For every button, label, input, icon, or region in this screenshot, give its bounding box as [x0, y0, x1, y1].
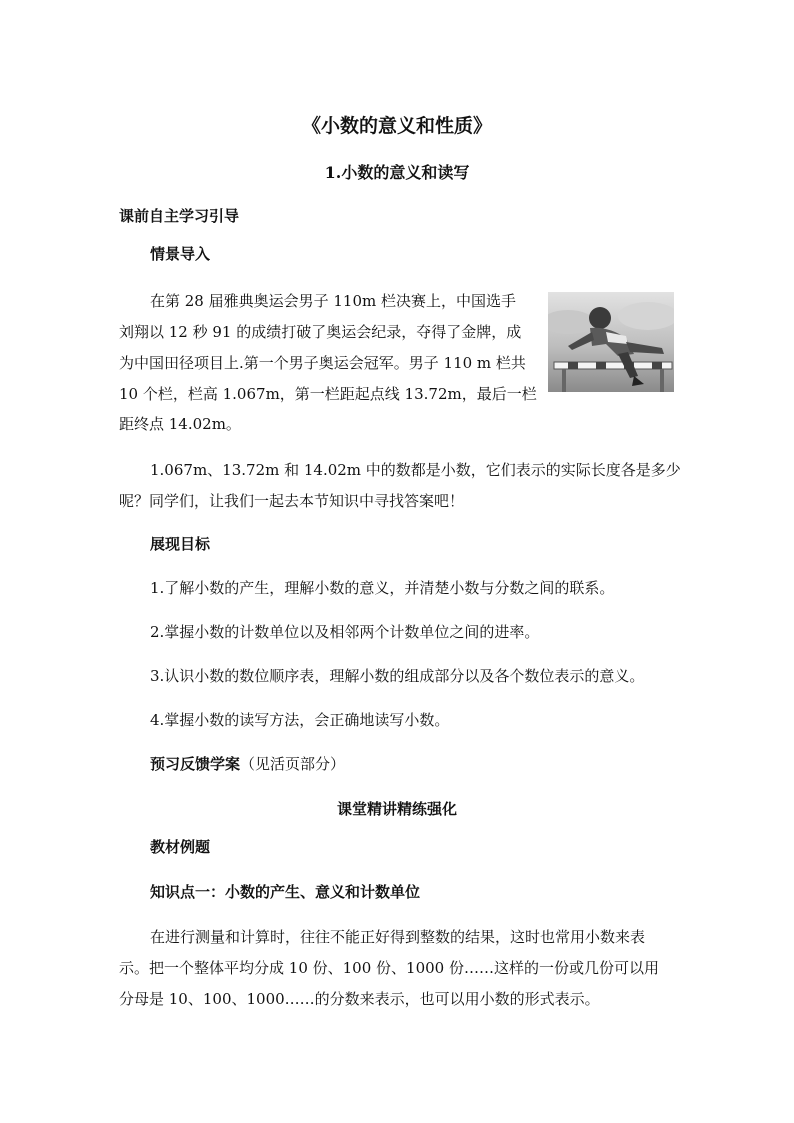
- heading-preclass-guide: 课前自主学习引导: [119, 207, 240, 225]
- intro-paragraph-line: 为中国田径项目上.第一个男子奥运会冠军。男子 110 m 栏共: [119, 354, 526, 372]
- goal-item: 3.认识小数的数位顺序表，理解小数的组成部分以及各个数位表示的意义。: [150, 667, 645, 685]
- hurdler-photo-icon: [548, 292, 674, 392]
- goal-item: 2.掌握小数的计数单位以及相邻两个计数单位之间的进率。: [150, 623, 540, 641]
- intro-paragraph-line: 10 个栏，栏高 1.067m，第一栏距起点线 13.72m，最后一栏: [119, 385, 537, 403]
- heading-scene-intro: 情景导入: [150, 245, 211, 263]
- goal-item: 1.了解小数的产生，理解小数的意义，并清楚小数与分数之间的联系。: [150, 579, 615, 597]
- goal-item: 4.掌握小数的读写方法，会正确地读写小数。: [150, 711, 450, 729]
- question-paragraph-line: 呢？同学们，让我们一起去本节知识中寻找答案吧！: [119, 492, 465, 510]
- preview-line: [150, 754, 345, 774]
- preview-heading: 预习反馈学案: [150, 755, 241, 773]
- question-paragraph-line: 1.067m、13.72m 和 14.02m 中的数都是小数，它们表示的实际长度各是多少: [150, 461, 681, 479]
- preview-note: （见活页部分）: [240, 755, 346, 773]
- section-subtitle: 1.小数的意义和读写: [324, 163, 470, 182]
- kp1-paragraph-line: 在进行测量和计算时，往往不能正好得到整数的结果，这时也常用小数来表: [150, 928, 646, 946]
- heading-class-practice: 课堂精讲精练强化: [336, 800, 457, 818]
- kp1-paragraph-line: 分母是 10、100、1000……的分数来表示，也可以用小数的形式表示。: [119, 990, 600, 1008]
- kp1-paragraph-line: 示。把一个整体平均分成 10 份、100 份、1000 份……这样的一份或几份可以用: [119, 959, 659, 977]
- intro-paragraph-line: 距终点 14.02m。: [119, 415, 241, 433]
- intro-paragraph-line: 在第 28 届雅典奥运会男子 110m 栏决赛上，中国选手: [150, 292, 517, 310]
- intro-paragraph-line: 刘翔以 12 秒 91 的成绩打破了奥运会纪录，夺得了金牌，成: [119, 323, 522, 341]
- hurdler-photo: [548, 292, 674, 392]
- heading-textbook-examples: 教材例题: [150, 838, 211, 856]
- document-title: 《小数的意义和性质》: [301, 115, 492, 137]
- heading-show-goals: 展现目标: [150, 535, 211, 553]
- heading-knowledge-point-1: 知识点一：小数的产生、意义和计数单位: [150, 883, 421, 901]
